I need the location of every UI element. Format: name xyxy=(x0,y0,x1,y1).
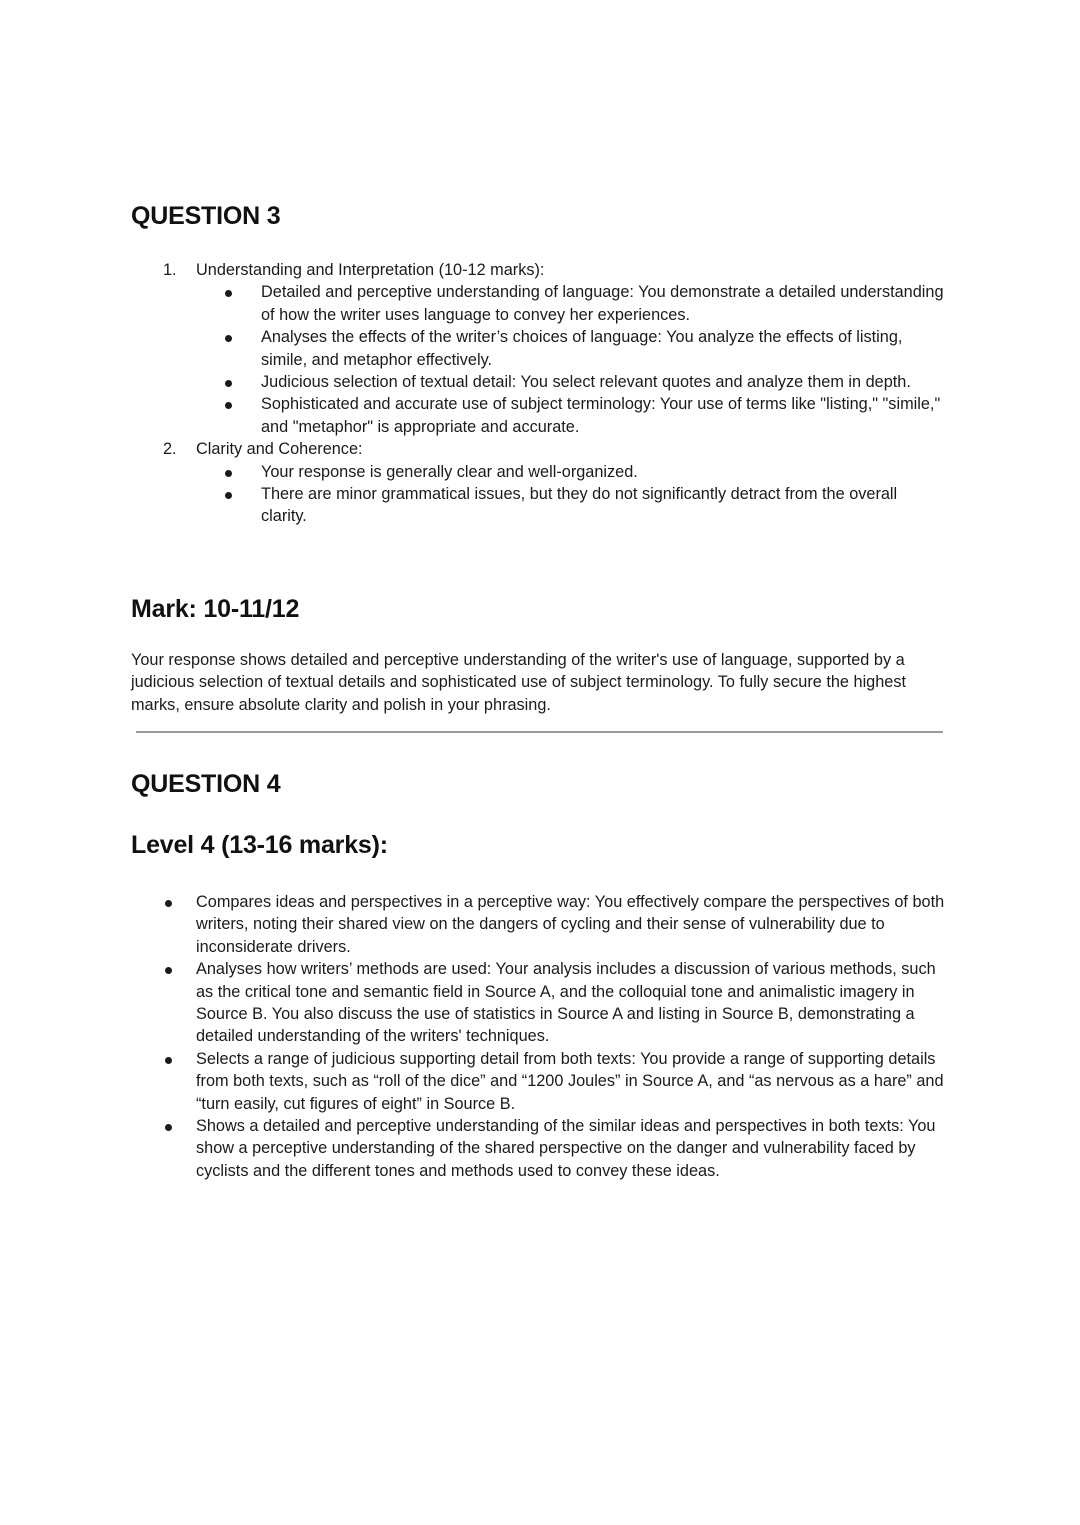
bullet-icon xyxy=(225,470,232,477)
bullet-icon xyxy=(225,402,232,409)
criterion-label: Understanding and Interpretation (10-12 marks): xyxy=(196,261,545,279)
list-item: Selects a range of judicious supporting detail from both texts: You provide a range of supporting details from both texts, such as “roll of the dice” and “1200 Joules” in Source A, and “as nervous as a hare” and “turn easily, cut figures of eight” in Source B. xyxy=(131,1048,946,1115)
question-4-heading: QUESTION 4 xyxy=(131,770,281,798)
criterion-clarity xyxy=(131,438,946,528)
bullet-icon xyxy=(165,1057,172,1064)
question-3-heading: QUESTION 3 xyxy=(131,202,281,230)
list-item: Sophisticated and accurate use of subject terminology: Your use of terms like "listing," "simile," and "metaphor" is appropriate and accurate. xyxy=(196,393,946,438)
mark-heading: Mark: 10-11/12 xyxy=(131,595,300,623)
list-item: Shows a detailed and perceptive understanding of the similar ideas and perspectives in both texts: You show a perceptive understanding of the shared perspective on the danger and vulnerability faced by cyclists and the different tones and methods used to convey these ideas. xyxy=(131,1115,946,1182)
level-heading: Level 4 (13-16 marks): xyxy=(131,831,388,859)
list-item: Analyses the effects of the writer’s choices of language: You analyze the effects of listing, simile, and metaphor effectively. xyxy=(196,326,946,371)
question-4-criteria-list xyxy=(131,891,946,1182)
criterion-label: Clarity and Coherence: xyxy=(196,440,363,459)
question-3-criteria-list xyxy=(131,259,946,528)
mark-summary: Your response shows detailed and perceptive understanding of the writer's use of language, supported by a judicious selection of textual details and sophisticated use of subject terminology. To fully secure the highest marks, ensure absolute clarity and polish in your phrasing. xyxy=(131,651,907,714)
list-item: Detailed and perceptive understanding of language: You demonstrate a detailed understanding of how the writer uses language to convey her experiences. xyxy=(196,281,946,326)
list-item: Analyses how writers’ methods are used: Your analysis includes a discussion of various methods, such as the critical tone and semantic field in Source A, and the colloquial tone and animalistic imagery in Source B. You also discuss the use of statistics in Source A and listing in Source B, demonstrating a detailed understanding of the writers' techniques. xyxy=(131,958,946,1048)
list-item: There are minor grammatical issues, but they do not significantly detract from the overall clarity. xyxy=(196,483,946,528)
list-item: Compares ideas and perspectives in a perceptive way: You effectively compare the perspectives of both writers, noting their shared view on the dangers of cycling and their sense of vulnerability due to inconsiderate drivers. xyxy=(131,891,946,958)
criterion-understanding xyxy=(131,259,946,438)
bullet-icon xyxy=(225,290,232,297)
list-item: Judicious selection of textual detail: You select relevant quotes and analyze them in depth. xyxy=(196,371,946,393)
list-item: Your response is generally clear and well-organized. xyxy=(196,461,946,483)
bullet-icon xyxy=(165,1124,172,1131)
bullet-icon xyxy=(225,335,232,342)
bullet-icon xyxy=(225,492,232,499)
criterion-number: 2. xyxy=(163,440,177,459)
horizontal-divider xyxy=(136,731,943,733)
bullet-icon xyxy=(165,967,172,974)
criterion-number: 1. xyxy=(163,261,177,279)
bullet-icon xyxy=(165,900,172,907)
bullet-icon xyxy=(225,380,232,387)
